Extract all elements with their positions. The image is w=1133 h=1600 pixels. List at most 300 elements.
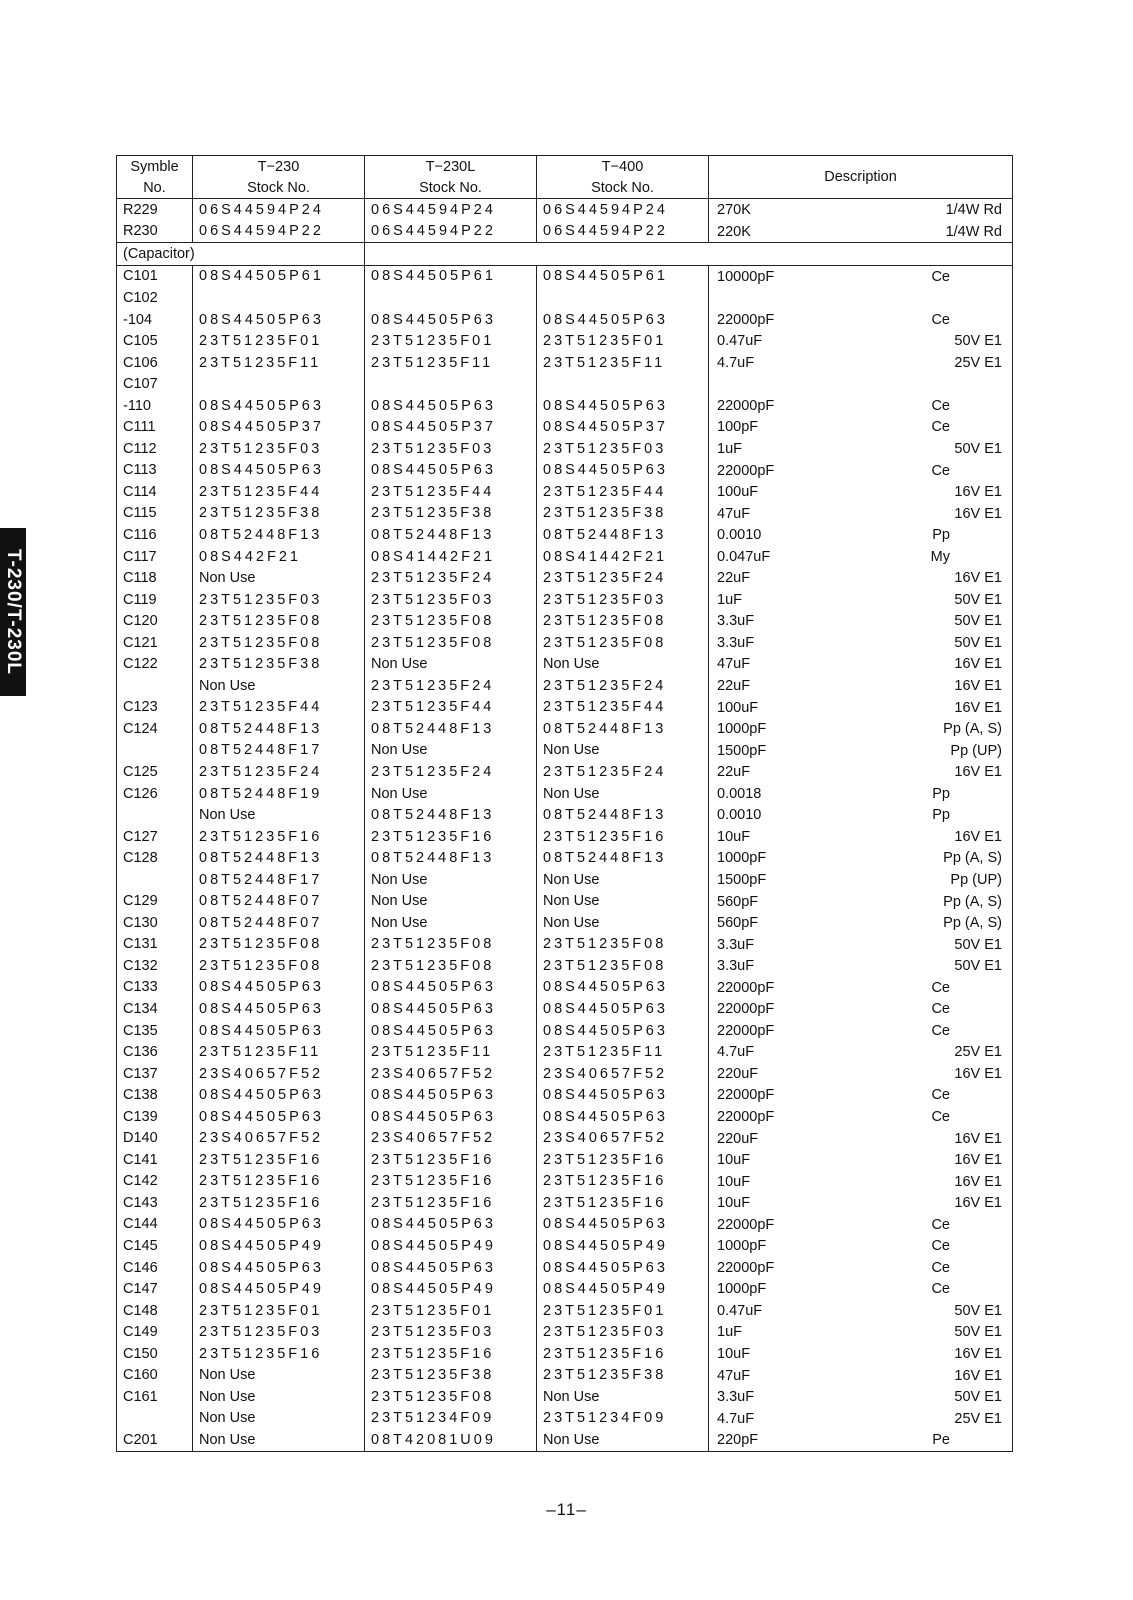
header-t230-stock: Stock No. bbox=[193, 177, 365, 199]
type-text: Pp (UP) bbox=[950, 742, 1002, 759]
t230l-stock-cell: 08T52448F13 bbox=[365, 524, 537, 546]
t400-stock-cell: Non Use bbox=[537, 912, 709, 934]
table-row bbox=[117, 416, 1013, 438]
section-fill bbox=[365, 243, 1013, 266]
type-text: Pp (A, S) bbox=[943, 915, 1002, 932]
table-row bbox=[117, 783, 1013, 805]
value-text: 0.047uF bbox=[717, 548, 771, 565]
t400-stock-cell: 23S40657F52 bbox=[537, 1063, 709, 1085]
type-text: 16V E1 bbox=[954, 1152, 1002, 1169]
t230l-stock-cell: 06S44594P22 bbox=[365, 221, 537, 243]
table-row bbox=[117, 955, 1013, 977]
description-cell bbox=[709, 891, 1013, 913]
t230l-stock-cell: 23T51235F08 bbox=[365, 610, 537, 632]
type-text: 16V E1 bbox=[954, 678, 1002, 695]
symbol-cell: C137 bbox=[117, 1063, 193, 1085]
value-text: 220uF bbox=[717, 1065, 759, 1082]
t230-stock-cell: 23T51235F16 bbox=[193, 1343, 365, 1365]
symbol-cell: C148 bbox=[117, 1300, 193, 1322]
t230l-stock-cell: 23T51235F11 bbox=[365, 352, 537, 374]
t400-stock-cell: 23T51235F16 bbox=[537, 1192, 709, 1214]
t230-stock-cell: 08S44505P61 bbox=[193, 265, 365, 287]
description-cell bbox=[709, 221, 1013, 243]
t230l-stock-cell: 23T51235F16 bbox=[365, 826, 537, 848]
symbol-cell: C145 bbox=[117, 1235, 193, 1257]
type-text: Ce bbox=[931, 1281, 950, 1298]
description-cell bbox=[709, 1084, 1013, 1106]
section-label: (Capacitor) bbox=[117, 243, 365, 266]
table-row bbox=[117, 1041, 1013, 1063]
t400-stock-cell: 08S44505P63 bbox=[537, 1257, 709, 1279]
t400-stock-cell: 23T51235F11 bbox=[537, 352, 709, 374]
symbol-cell: C107 bbox=[117, 373, 193, 395]
t400-stock-cell: 08S44505P63 bbox=[537, 977, 709, 999]
description-cell bbox=[709, 395, 1013, 417]
value-text: 3.3uF bbox=[717, 958, 755, 975]
description-cell bbox=[709, 1149, 1013, 1171]
type-text: Ce bbox=[931, 1259, 950, 1276]
description-cell bbox=[709, 438, 1013, 460]
symbol-cell: C139 bbox=[117, 1106, 193, 1128]
description-cell bbox=[709, 524, 1013, 546]
table-row bbox=[117, 546, 1013, 568]
description-cell bbox=[709, 265, 1013, 287]
header-t230l: T−230L bbox=[365, 156, 537, 178]
symbol-cell: C134 bbox=[117, 998, 193, 1020]
t230l-stock-cell: 23T51235F24 bbox=[365, 567, 537, 589]
type-text: Pp bbox=[932, 807, 950, 824]
table-row bbox=[117, 610, 1013, 632]
type-text: 50V E1 bbox=[954, 333, 1002, 350]
type-text: Ce bbox=[931, 1108, 950, 1125]
t230-stock-cell: 23T51235F08 bbox=[193, 955, 365, 977]
symbol-cell bbox=[117, 804, 193, 826]
t400-stock-cell bbox=[537, 287, 709, 309]
t230l-stock-cell: 08S44505P63 bbox=[365, 977, 537, 999]
t400-stock-cell: Non Use bbox=[537, 869, 709, 891]
t400-stock-cell: 23T51235F24 bbox=[537, 567, 709, 589]
t400-stock-cell: 08T52448F13 bbox=[537, 847, 709, 869]
t400-stock-cell: 23T51235F11 bbox=[537, 1041, 709, 1063]
t230-stock-cell: 08S442F21 bbox=[193, 546, 365, 568]
t400-stock-cell: 23T51235F01 bbox=[537, 1300, 709, 1322]
t230l-stock-cell: 08T52448F13 bbox=[365, 847, 537, 869]
value-text: 22000pF bbox=[717, 1022, 775, 1039]
table-row bbox=[117, 199, 1013, 221]
symbol-cell: C117 bbox=[117, 546, 193, 568]
type-text: Pp (UP) bbox=[950, 871, 1002, 888]
symbol-cell: C135 bbox=[117, 1020, 193, 1042]
t230l-stock-cell: 23T51235F16 bbox=[365, 1192, 537, 1214]
type-text: 50V E1 bbox=[954, 634, 1002, 651]
t230-stock-cell: 08S44505P63 bbox=[193, 1257, 365, 1279]
t230-stock-cell: Non Use bbox=[193, 1386, 365, 1408]
table-row bbox=[117, 740, 1013, 762]
t230-stock-cell: 08T52448F19 bbox=[193, 783, 365, 805]
t400-stock-cell: Non Use bbox=[537, 1386, 709, 1408]
t400-stock-cell: 23T51235F08 bbox=[537, 610, 709, 632]
description-cell bbox=[709, 199, 1013, 221]
description-cell bbox=[709, 1300, 1013, 1322]
symbol-cell: C143 bbox=[117, 1192, 193, 1214]
t400-stock-cell: Non Use bbox=[537, 740, 709, 762]
t230l-stock-cell: 08T52448F13 bbox=[365, 804, 537, 826]
value-text: 22000pF bbox=[717, 1259, 775, 1276]
description-cell bbox=[709, 869, 1013, 891]
t230-stock-cell: Non Use bbox=[193, 1365, 365, 1387]
t230l-stock-cell bbox=[365, 287, 537, 309]
type-text: Pp (A, S) bbox=[943, 850, 1002, 867]
type-text: 16V E1 bbox=[954, 1065, 1002, 1082]
t400-stock-cell: 08S44505P63 bbox=[537, 1106, 709, 1128]
symbol-cell: C138 bbox=[117, 1084, 193, 1106]
t400-stock-cell: 08S44505P61 bbox=[537, 265, 709, 287]
t230-stock-cell: Non Use bbox=[193, 804, 365, 826]
t400-stock-cell: 23T51235F03 bbox=[537, 1321, 709, 1343]
t400-stock-cell: 23T51235F08 bbox=[537, 934, 709, 956]
t230l-stock-cell: 06S44594P24 bbox=[365, 199, 537, 221]
table-header bbox=[117, 156, 1013, 199]
t400-stock-cell: Non Use bbox=[537, 891, 709, 913]
t230-stock-cell: 23T51235F16 bbox=[193, 1171, 365, 1193]
t230l-stock-cell: 08S44505P49 bbox=[365, 1278, 537, 1300]
type-text: 16V E1 bbox=[954, 570, 1002, 587]
description-cell bbox=[709, 1386, 1013, 1408]
type-text: 16V E1 bbox=[954, 1173, 1002, 1190]
value-text: 0.0010 bbox=[717, 527, 762, 544]
t230l-stock-cell: 08S44505P49 bbox=[365, 1235, 537, 1257]
t230l-stock-cell: 23T51235F03 bbox=[365, 438, 537, 460]
value-text: 22uF bbox=[717, 570, 751, 587]
t230-stock-cell: 08S44505P63 bbox=[193, 395, 365, 417]
symbol-cell: -110 bbox=[117, 395, 193, 417]
symbol-cell: C116 bbox=[117, 524, 193, 546]
value-text: 1000pF bbox=[717, 1281, 767, 1298]
table-row bbox=[117, 998, 1013, 1020]
symbol-cell: C149 bbox=[117, 1321, 193, 1343]
table-row bbox=[117, 373, 1013, 395]
table-row bbox=[117, 653, 1013, 675]
t230-stock-cell bbox=[193, 373, 365, 395]
t400-stock-cell: 23T51235F16 bbox=[537, 1149, 709, 1171]
table-row bbox=[117, 826, 1013, 848]
t230l-stock-cell: 23T51235F08 bbox=[365, 934, 537, 956]
type-text: 16V E1 bbox=[954, 828, 1002, 845]
t400-stock-cell: 08S44505P37 bbox=[537, 416, 709, 438]
t230l-stock-cell: 08S44505P63 bbox=[365, 1106, 537, 1128]
table-row bbox=[117, 1300, 1013, 1322]
type-text: Ce bbox=[931, 419, 950, 436]
value-text: 560pF bbox=[717, 893, 759, 910]
t400-stock-cell: 23T51235F03 bbox=[537, 589, 709, 611]
description-cell bbox=[709, 977, 1013, 999]
value-text: 220pF bbox=[717, 1432, 759, 1449]
capacitor-rows bbox=[117, 265, 1013, 1451]
value-text: 1000pF bbox=[717, 1238, 767, 1255]
t400-stock-cell: 23T51235F24 bbox=[537, 761, 709, 783]
table-row bbox=[117, 395, 1013, 417]
value-text: 1500pF bbox=[717, 742, 767, 759]
capacitor-section bbox=[117, 243, 1013, 266]
t400-stock-cell: Non Use bbox=[537, 653, 709, 675]
type-text: Ce bbox=[931, 1238, 950, 1255]
table-row bbox=[117, 1408, 1013, 1430]
side-tab-label: T-230/T-230L bbox=[3, 548, 24, 676]
t230-stock-cell: 23T51235F08 bbox=[193, 632, 365, 654]
t230l-stock-cell: 23T51235F24 bbox=[365, 675, 537, 697]
table-row bbox=[117, 438, 1013, 460]
description-cell bbox=[709, 352, 1013, 374]
table-row bbox=[117, 869, 1013, 891]
value-text: 47uF bbox=[717, 1367, 751, 1384]
description-cell bbox=[709, 1171, 1013, 1193]
t230-stock-cell: 23T51235F38 bbox=[193, 503, 365, 525]
t230l-stock-cell: 23T51235F08 bbox=[365, 632, 537, 654]
description-cell bbox=[709, 1041, 1013, 1063]
t230l-stock-cell: 08S44505P61 bbox=[365, 265, 537, 287]
t230l-stock-cell: Non Use bbox=[365, 891, 537, 913]
t230l-stock-cell: 08T52448F13 bbox=[365, 718, 537, 740]
value-text: 1uF bbox=[717, 441, 742, 458]
description-cell bbox=[709, 826, 1013, 848]
header-t400-stock: Stock No. bbox=[537, 177, 709, 199]
t230-stock-cell: 23T51235F01 bbox=[193, 330, 365, 352]
t230-stock-cell: 23T51235F44 bbox=[193, 697, 365, 719]
t230-stock-cell: 08T52448F07 bbox=[193, 912, 365, 934]
t230-stock-cell: 23T51235F11 bbox=[193, 352, 365, 374]
type-text: 50V E1 bbox=[954, 441, 1002, 458]
symbol-cell: C101 bbox=[117, 265, 193, 287]
value-text: 10uF bbox=[717, 1345, 751, 1362]
t230-stock-cell: 08S44505P63 bbox=[193, 1214, 365, 1236]
value-text: 10000pF bbox=[717, 268, 775, 285]
symbol-cell: C201 bbox=[117, 1429, 193, 1451]
symbol-cell: D140 bbox=[117, 1128, 193, 1150]
symbol-cell: C118 bbox=[117, 567, 193, 589]
table-row bbox=[117, 891, 1013, 913]
symbol-cell: C160 bbox=[117, 1365, 193, 1387]
description-cell bbox=[709, 1235, 1013, 1257]
t230l-stock-cell: Non Use bbox=[365, 740, 537, 762]
value-text: 270K bbox=[717, 202, 751, 218]
t230-stock-cell: 23T51235F16 bbox=[193, 826, 365, 848]
symbol-cell: C106 bbox=[117, 352, 193, 374]
t400-stock-cell bbox=[537, 373, 709, 395]
description-cell bbox=[709, 1321, 1013, 1343]
t230-stock-cell: 08S44505P63 bbox=[193, 998, 365, 1020]
t400-stock-cell: 08S41442F21 bbox=[537, 546, 709, 568]
description-cell bbox=[709, 934, 1013, 956]
symbol-cell: C105 bbox=[117, 330, 193, 352]
description-cell bbox=[709, 1063, 1013, 1085]
t230-stock-cell: 08S44505P37 bbox=[193, 416, 365, 438]
value-text: 47uF bbox=[717, 656, 751, 673]
table-row bbox=[117, 1321, 1013, 1343]
table-row bbox=[117, 718, 1013, 740]
value-text: 22000pF bbox=[717, 462, 775, 479]
description-cell bbox=[709, 481, 1013, 503]
type-text: 16V E1 bbox=[954, 1130, 1002, 1147]
description-cell bbox=[709, 675, 1013, 697]
table-row bbox=[117, 1171, 1013, 1193]
value-text: 10uF bbox=[717, 1152, 751, 1169]
description-cell bbox=[709, 1429, 1013, 1451]
t230l-stock-cell: 23S40657F52 bbox=[365, 1128, 537, 1150]
symbol-cell: C132 bbox=[117, 955, 193, 977]
type-text: Ce bbox=[931, 979, 950, 996]
t230-stock-cell: 08S44505P49 bbox=[193, 1278, 365, 1300]
value-text: 10uF bbox=[717, 1195, 751, 1212]
table-row bbox=[117, 309, 1013, 331]
value-text: 0.47uF bbox=[717, 333, 763, 350]
symbol-cell: C129 bbox=[117, 891, 193, 913]
value-text: 3.3uF bbox=[717, 936, 755, 953]
symbol-cell: C150 bbox=[117, 1343, 193, 1365]
description-cell bbox=[709, 503, 1013, 525]
t230l-stock-cell: 08S44505P63 bbox=[365, 1084, 537, 1106]
type-text: 50V E1 bbox=[954, 958, 1002, 975]
symbol-cell: C125 bbox=[117, 761, 193, 783]
t230-stock-cell: 23T51235F03 bbox=[193, 1321, 365, 1343]
value-text: 22000pF bbox=[717, 311, 775, 328]
symbol-cell: C124 bbox=[117, 718, 193, 740]
description-cell bbox=[709, 804, 1013, 826]
value-text: 1uF bbox=[717, 1324, 742, 1341]
t230-stock-cell: 23T51235F08 bbox=[193, 934, 365, 956]
description-cell bbox=[709, 589, 1013, 611]
t230-stock-cell: 08S44505P63 bbox=[193, 309, 365, 331]
t230l-stock-cell: 23T51235F38 bbox=[365, 503, 537, 525]
table-row bbox=[117, 977, 1013, 999]
type-text: Ce bbox=[931, 1216, 950, 1233]
header-t230l-stock: Stock No. bbox=[365, 177, 537, 199]
description-cell bbox=[709, 697, 1013, 719]
t230l-stock-cell: 23T51235F08 bbox=[365, 955, 537, 977]
t230l-stock-cell: 08S44505P63 bbox=[365, 395, 537, 417]
table-row bbox=[117, 934, 1013, 956]
description-cell bbox=[709, 1257, 1013, 1279]
value-text: 22000pF bbox=[717, 1108, 775, 1125]
t230-stock-cell: 08T52448F13 bbox=[193, 718, 365, 740]
t400-stock-cell: 08S44505P49 bbox=[537, 1278, 709, 1300]
value-text: 4.7uF bbox=[717, 354, 755, 371]
symbol-cell: C115 bbox=[117, 503, 193, 525]
t230l-stock-cell: 23T51235F16 bbox=[365, 1149, 537, 1171]
type-text: 16V E1 bbox=[954, 1195, 1002, 1212]
symbol-cell: C127 bbox=[117, 826, 193, 848]
symbol-cell: C123 bbox=[117, 697, 193, 719]
t400-stock-cell: 08S44505P63 bbox=[537, 395, 709, 417]
value-text: 0.0010 bbox=[717, 807, 762, 824]
description-cell bbox=[709, 783, 1013, 805]
type-text: 16V E1 bbox=[954, 699, 1002, 716]
t230-stock-cell: 06S44594P24 bbox=[193, 199, 365, 221]
type-text: 16V E1 bbox=[954, 484, 1002, 501]
table-row bbox=[117, 1063, 1013, 1085]
table-row bbox=[117, 589, 1013, 611]
value-text: 47uF bbox=[717, 505, 751, 522]
t400-stock-cell: 08S44505P49 bbox=[537, 1235, 709, 1257]
value-text: 22000pF bbox=[717, 1087, 775, 1104]
t400-stock-cell: 23T51235F16 bbox=[537, 1343, 709, 1365]
type-text: Ce bbox=[931, 397, 950, 414]
type-text: 50V E1 bbox=[954, 1302, 1002, 1319]
t400-stock-cell: 08S44505P63 bbox=[537, 1020, 709, 1042]
table-row bbox=[117, 330, 1013, 352]
t230-stock-cell: Non Use bbox=[193, 675, 365, 697]
type-text: Ce bbox=[931, 1001, 950, 1018]
t230-stock-cell: 23T51235F03 bbox=[193, 438, 365, 460]
value-text: 560pF bbox=[717, 915, 759, 932]
description-cell bbox=[709, 460, 1013, 482]
t230-stock-cell: 08T52448F17 bbox=[193, 740, 365, 762]
table-row bbox=[117, 1278, 1013, 1300]
t230l-stock-cell: 08S44505P63 bbox=[365, 1257, 537, 1279]
table-row bbox=[117, 697, 1013, 719]
symbol-cell bbox=[117, 675, 193, 697]
symbol-cell bbox=[117, 869, 193, 891]
t400-stock-cell: 23T51234F09 bbox=[537, 1408, 709, 1430]
symbol-cell: R230 bbox=[117, 221, 193, 243]
table-row bbox=[117, 503, 1013, 525]
side-tab bbox=[0, 528, 26, 696]
description-cell bbox=[709, 1408, 1013, 1430]
value-text: 0.47uF bbox=[717, 1302, 763, 1319]
t230l-stock-cell: 23T51235F44 bbox=[365, 697, 537, 719]
symbol-cell: C146 bbox=[117, 1257, 193, 1279]
description-cell bbox=[709, 330, 1013, 352]
t230l-stock-cell: 08S44505P37 bbox=[365, 416, 537, 438]
t230-stock-cell: 08S44505P49 bbox=[193, 1235, 365, 1257]
t230l-stock-cell: 23S40657F52 bbox=[365, 1063, 537, 1085]
t230-stock-cell: 08S44505P63 bbox=[193, 1084, 365, 1106]
table-row bbox=[117, 847, 1013, 869]
t230l-stock-cell: 23T51235F16 bbox=[365, 1343, 537, 1365]
t230l-stock-cell: 23T51235F08 bbox=[365, 1386, 537, 1408]
value-text: 22000pF bbox=[717, 1001, 775, 1018]
symbol-cell: C147 bbox=[117, 1278, 193, 1300]
table-row bbox=[117, 1192, 1013, 1214]
type-text: 50V E1 bbox=[954, 936, 1002, 953]
description-cell bbox=[709, 1192, 1013, 1214]
t230l-stock-cell: 08S44505P63 bbox=[365, 460, 537, 482]
t230-stock-cell: Non Use bbox=[193, 1408, 365, 1430]
symbol-cell: -104 bbox=[117, 309, 193, 331]
t230l-stock-cell: 08S44505P63 bbox=[365, 309, 537, 331]
t230-stock-cell: 23T51235F11 bbox=[193, 1041, 365, 1063]
type-text: Ce bbox=[931, 1087, 950, 1104]
t230l-stock-cell: 23T51235F11 bbox=[365, 1041, 537, 1063]
type-text: Pp (A, S) bbox=[943, 721, 1002, 738]
type-text: Ce bbox=[931, 268, 950, 285]
t400-stock-cell: 08T52448F13 bbox=[537, 524, 709, 546]
header-description: Description bbox=[709, 156, 1013, 199]
t230-stock-cell: 08S44505P63 bbox=[193, 1106, 365, 1128]
table-row bbox=[117, 1084, 1013, 1106]
symbol-cell: C161 bbox=[117, 1386, 193, 1408]
t230l-stock-cell: 08S44505P63 bbox=[365, 1020, 537, 1042]
header-t400: T−400 bbox=[537, 156, 709, 178]
type-text: 25V E1 bbox=[954, 354, 1002, 371]
t400-stock-cell: 23T51235F08 bbox=[537, 632, 709, 654]
t400-stock-cell: 23S40657F52 bbox=[537, 1128, 709, 1150]
t230l-stock-cell: 23T51235F44 bbox=[365, 481, 537, 503]
table-row bbox=[117, 912, 1013, 934]
table-row bbox=[117, 1386, 1013, 1408]
symbol-cell: C130 bbox=[117, 912, 193, 934]
table-row bbox=[117, 632, 1013, 654]
type-text: 1/4W Rd bbox=[945, 223, 1002, 240]
